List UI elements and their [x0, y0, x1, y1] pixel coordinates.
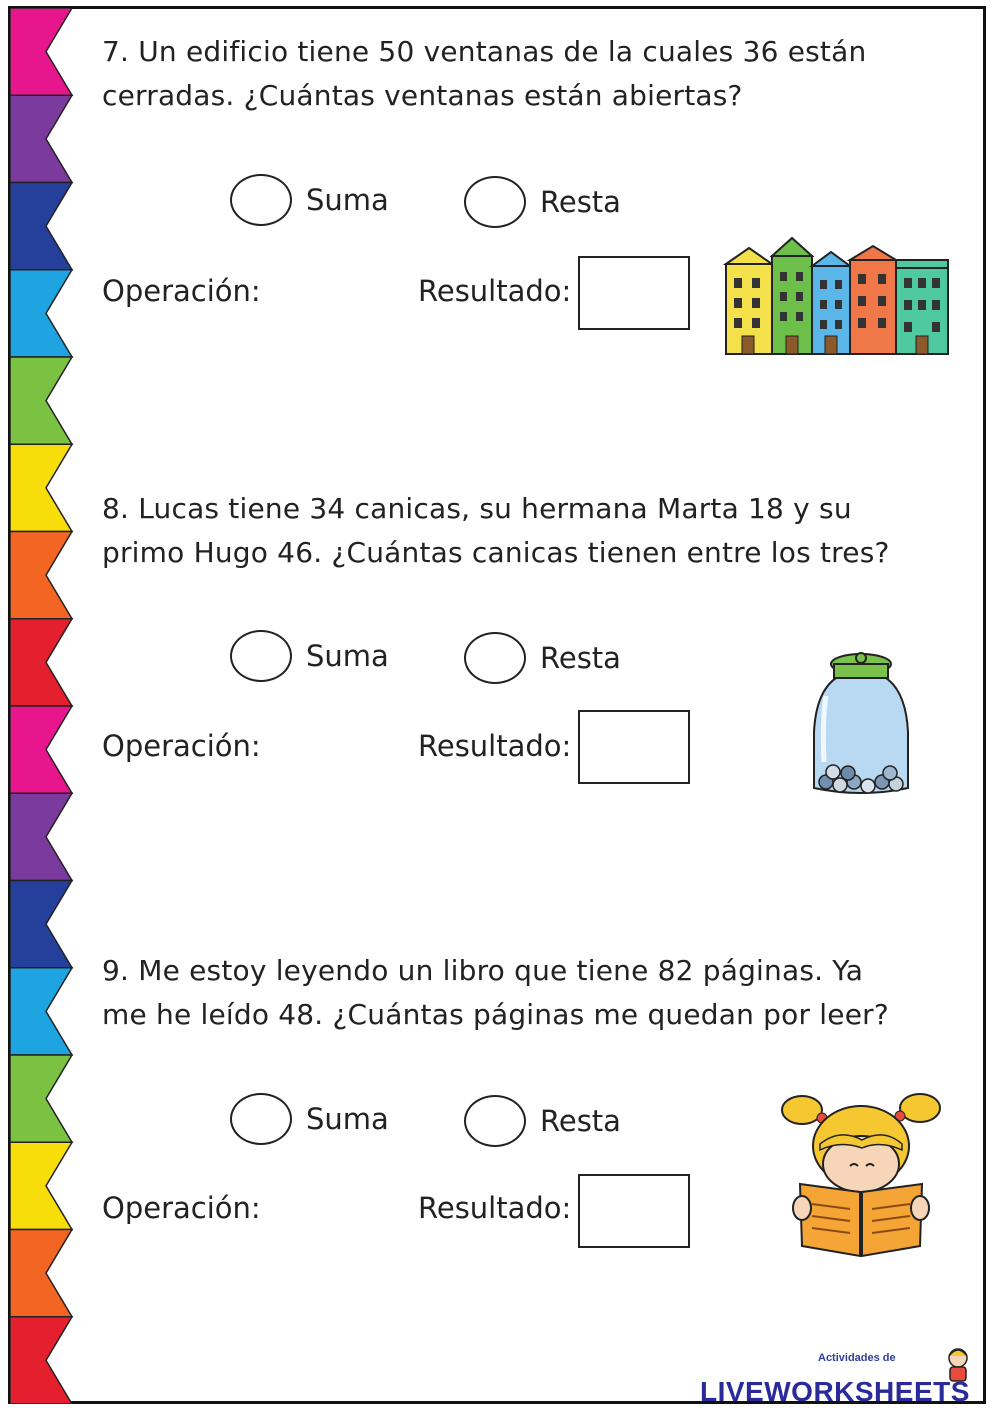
q9-result-input[interactable]	[578, 1174, 690, 1248]
stripe-segment	[10, 1142, 72, 1229]
q9-option-resta[interactable]	[464, 1095, 621, 1147]
color-stripe-border	[10, 8, 74, 1404]
question-7-line-2: cerradas. ¿Cuántas ventanas están abiertas?	[102, 79, 743, 112]
stripe-segment	[10, 357, 72, 444]
question-7-line-1: 7. Un edificio tiene 50 ventanas de la cuales 36 están	[102, 35, 867, 68]
stripe-segment	[10, 532, 72, 619]
q7-result-input[interactable]	[578, 256, 690, 330]
q9-resta-label: Resta	[540, 1104, 621, 1138]
q9-operation-label: Operación:	[102, 1191, 261, 1225]
q8-resta-circle[interactable]	[464, 632, 526, 684]
q9-suma-label: Suma	[306, 1102, 389, 1136]
girl-reading-icon	[780, 1084, 942, 1262]
q8-suma-label: Suma	[306, 639, 389, 673]
q7-option-suma[interactable]	[230, 174, 389, 226]
q7-suma-label: Suma	[306, 183, 389, 217]
stripe-segment	[10, 968, 72, 1055]
question-9-line-2: me he leído 48. ¿Cuántas páginas me quedan por leer?	[102, 998, 889, 1031]
q9-option-suma[interactable]	[230, 1093, 389, 1145]
question-9-line-1: 9. Me estoy leyendo un libro que tiene 82 páginas. Ya	[102, 954, 864, 987]
q7-suma-circle[interactable]	[230, 174, 292, 226]
footer-activities-logo: Actividades de	[818, 1352, 896, 1364]
question-8-line-2: primo Hugo 46. ¿Cuántas canicas tienen entre los tres?	[102, 536, 890, 569]
stripe-segment	[10, 881, 72, 968]
stripe-segment	[10, 270, 72, 357]
stripe-segment	[10, 183, 72, 270]
stripe-segment	[10, 1230, 72, 1317]
q7-resta-label: Resta	[540, 185, 621, 219]
buildings-icon	[722, 236, 954, 358]
question-7-text	[102, 30, 952, 118]
q7-resta-circle[interactable]	[464, 176, 526, 228]
stripe-segment	[10, 8, 72, 95]
stripe-segment	[10, 706, 72, 793]
q8-suma-circle[interactable]	[230, 630, 292, 682]
stripe-segment	[10, 1317, 72, 1404]
q8-operation-label: Operación:	[102, 729, 261, 763]
stripe-segment	[10, 444, 72, 531]
liveworksheets-brand[interactable]: LIVEWORKSHEETS	[700, 1376, 970, 1407]
q8-result-input[interactable]	[578, 710, 690, 784]
marble-jar-icon	[806, 652, 916, 800]
stripe-segment	[10, 95, 72, 182]
question-8-line-1: 8. Lucas tiene 34 canicas, su hermana Marta 18 y su	[102, 492, 852, 525]
q8-option-resta[interactable]	[464, 632, 621, 684]
stripe-segment	[10, 1055, 72, 1142]
q9-resta-circle[interactable]	[464, 1095, 526, 1147]
q7-option-resta[interactable]	[464, 176, 621, 228]
stripe-segment	[10, 619, 72, 706]
q8-resta-label: Resta	[540, 641, 621, 675]
stripe-segment	[10, 793, 72, 880]
q9-result-label: Resultado:	[418, 1191, 572, 1225]
q8-option-suma[interactable]	[230, 630, 389, 682]
question-8-text	[102, 487, 952, 575]
q8-result-label: Resultado:	[418, 729, 572, 763]
q9-suma-circle[interactable]	[230, 1093, 292, 1145]
question-9-text	[102, 949, 952, 1037]
q7-result-label: Resultado:	[418, 274, 572, 308]
q7-operation-label: Operación:	[102, 274, 261, 308]
